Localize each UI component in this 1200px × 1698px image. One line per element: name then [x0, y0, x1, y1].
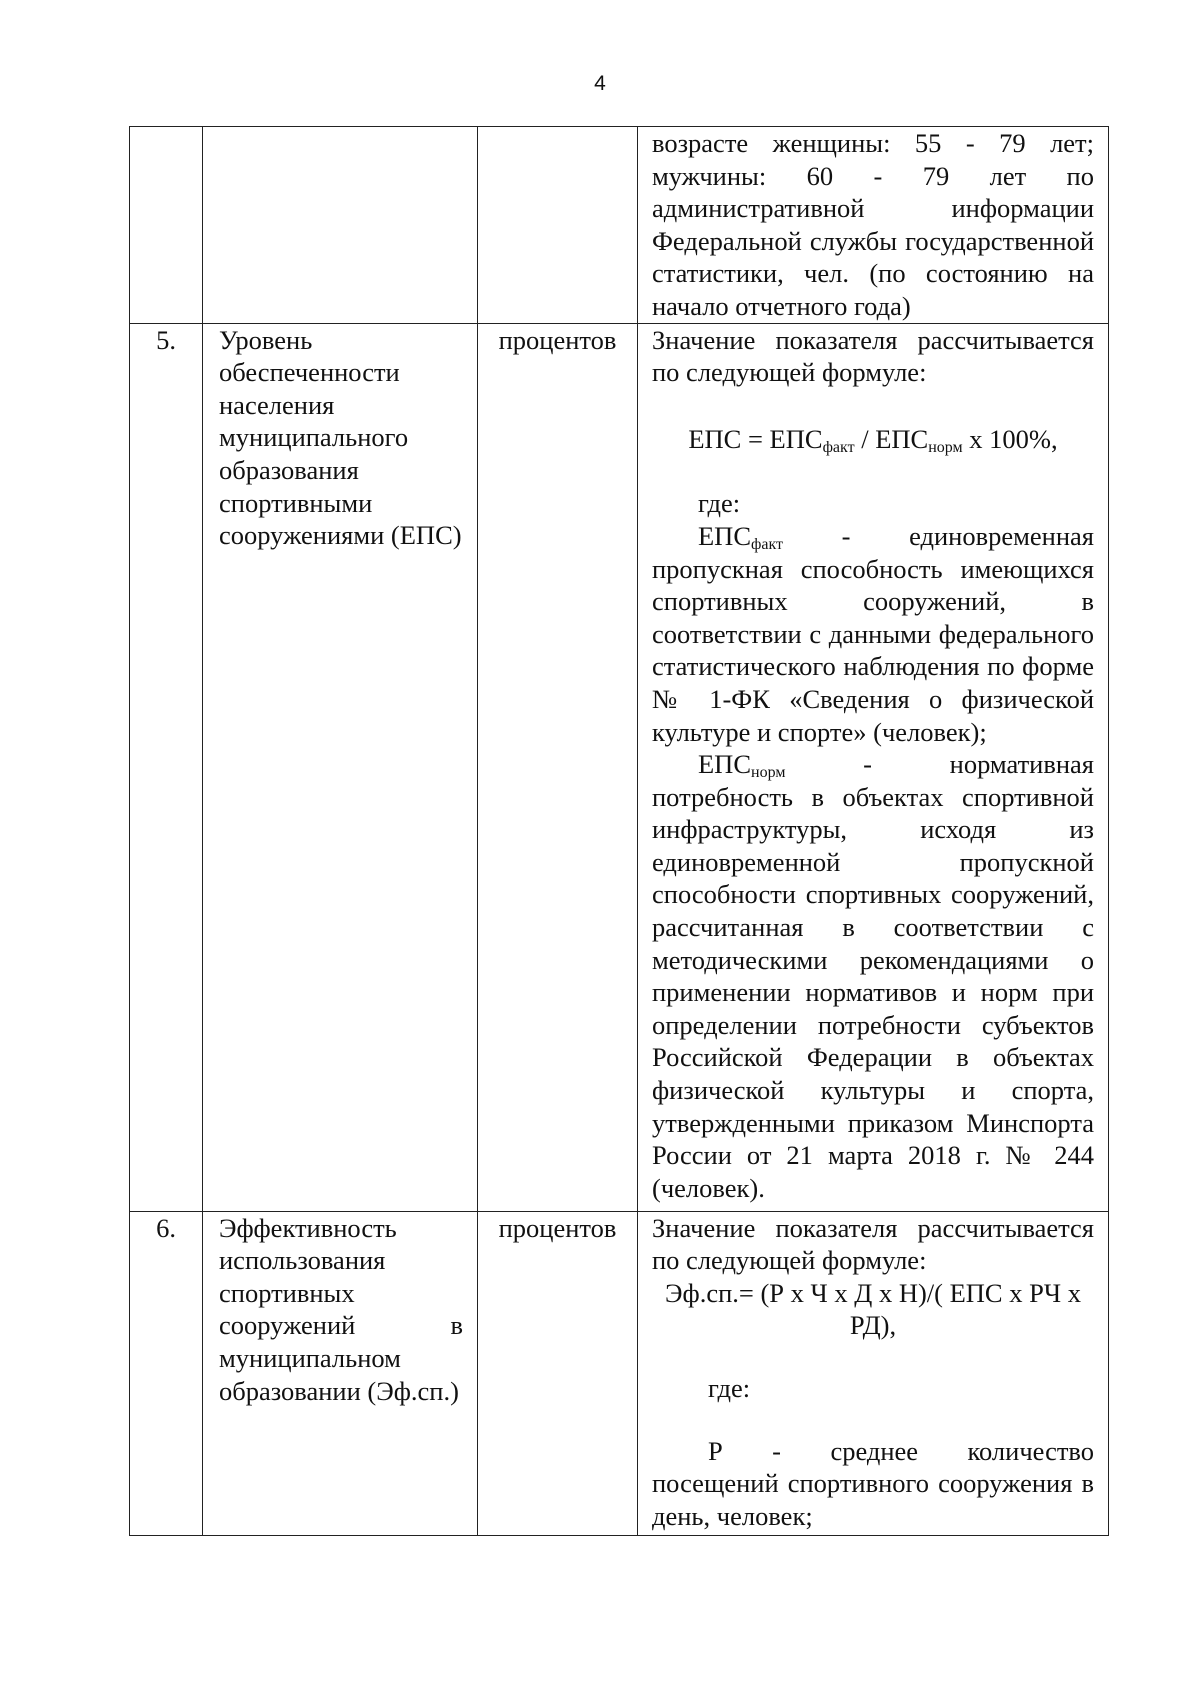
unit-cell: [478, 127, 638, 324]
indicator-name-cell: [203, 127, 478, 324]
table-row: [130, 323, 1109, 1211]
method-cell: [638, 127, 1109, 324]
unit-cell: процентов: [478, 323, 638, 1211]
row-number-cell: [130, 127, 203, 324]
formula-subscript: факт: [822, 438, 855, 456]
definition-subscript: факт: [751, 535, 784, 553]
definition-text: - единовременная пропускная способность имеющихся спортивных сооружений, в соответствии с данными федерального статистического наблюдения по форме № 1-ФК «Сведения о физической культуре и спорте» (человек);: [652, 520, 1094, 747]
indicators-table: [129, 126, 1109, 1536]
indicator-name-cell: [203, 323, 478, 1211]
indicator-name-cell: [203, 1211, 478, 1535]
table-row: [130, 127, 1109, 324]
indicator-name: Уровень обеспеченности населения муниципального образования спортивными сооружениями (ЕПС): [219, 324, 462, 551]
definition-subscript: норм: [751, 764, 786, 782]
formula-part: ЕПС = ЕПС: [688, 423, 823, 454]
formula-part: / ЕПС: [854, 423, 929, 454]
formula: [652, 423, 1094, 456]
method-cell: [638, 1211, 1109, 1535]
definition: [652, 520, 1094, 748]
formula-subscript: норм: [928, 438, 963, 456]
method-cell: [638, 323, 1109, 1211]
page-number: 4: [594, 72, 606, 95]
formula-part: х 100%,: [962, 423, 1058, 454]
where-label: где:: [708, 1372, 751, 1403]
row-number-cell: 6.: [130, 1211, 203, 1535]
definition-term: ЕПС: [698, 520, 751, 551]
definition: [652, 748, 1094, 1204]
indicator-name: Эффективность использования спортивных сооружений в муниципальном образовании (Эф.сп.): [219, 1212, 463, 1406]
definition: Р - среднее количество посещений спортивного сооружения в день, человек;: [652, 1435, 1094, 1531]
method-intro: Значение показателя рассчитывается по следующей формуле:: [652, 1212, 1094, 1276]
table-row: [130, 1211, 1109, 1535]
definition-text: - нормативная потребность в объектах спортивной инфраструктуры, исходя из единовременной пропускной способности спортивных сооружений, рассчитанная в соответствии с методическими рекомендациями о применении нормативов и норм при определении потребности субъектов Российской Федерации в объектах физической культуры и спорта, утвержденными приказом Минспорта России от 21 марта 2018 г. № 244 (человек).: [652, 749, 1094, 1203]
where-label: где:: [698, 488, 741, 519]
formula: Эф.сп.= (Р х Ч х Д х Н)/( ЕПС х РЧ х РД),: [665, 1277, 1081, 1341]
row-number-cell: 5.: [130, 323, 203, 1211]
method-intro: Значение показателя рассчитывается по следующей формуле:: [652, 324, 1094, 388]
method-text: возрасте женщины: 55 - 79 лет; мужчины: 60 - 79 лет по административной информации Федеральной службы государственной статистики, чел. (по состоянию на начало отчетного года): [652, 128, 1094, 321]
unit-cell: процентов: [478, 1211, 638, 1535]
definition-term: ЕПС: [698, 749, 751, 780]
